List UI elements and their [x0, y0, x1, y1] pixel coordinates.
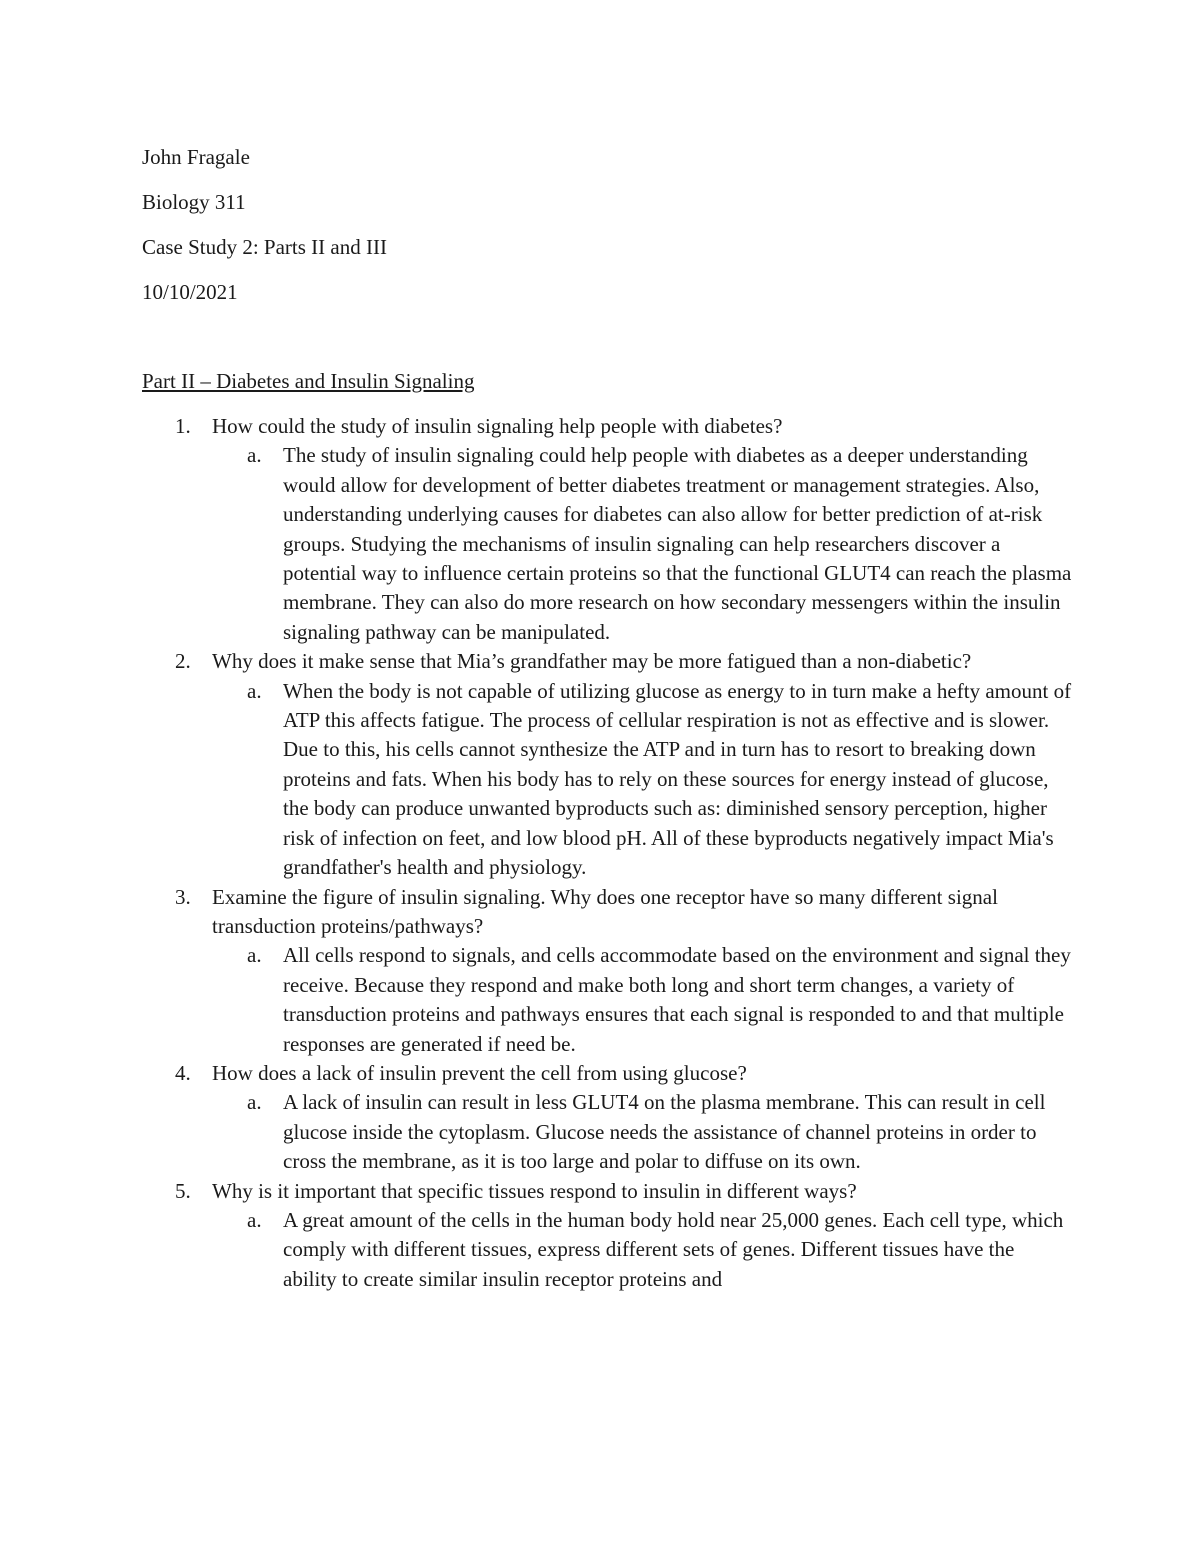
question-number: 5. — [175, 1178, 191, 1203]
course-name: Biology 311 — [142, 190, 246, 214]
answer-item — [0, 941, 1200, 1059]
question-item — [0, 883, 1200, 1059]
answer-text: When the body is not capable of utilizing glucose as energy to in turn make a hefty amount of ATP this affects fatigue. The process of cellular respiration is not as effective and is slower. Due to this, his cells cannot synthesize the ATP and in turn has to resort to breaking down proteins and fats. When his body has to rely on these sources for energy instead of glucose, the body can produce unwanted byproducts such as: diminished sensory perception, higher risk of infection on feet, and low blood pH. All of these byproducts negatively impact Mia's grandfather's health and physiology. — [283, 678, 1072, 880]
question-number: 2. — [175, 649, 191, 674]
question-list — [0, 412, 1200, 1294]
answer-item — [0, 1088, 1200, 1176]
question-text: Why is it important that specific tissues respond to insulin in different ways? — [212, 1178, 857, 1203]
answer-label: a. — [247, 678, 262, 703]
answer-label: a. — [247, 443, 262, 468]
answer-item — [0, 677, 1200, 883]
question-item — [0, 412, 1200, 647]
question-number: 3. — [175, 884, 191, 909]
answer-label: a. — [247, 1207, 262, 1232]
document-date: 10/10/2021 — [142, 280, 238, 304]
assignment-title: Case Study 2: Parts II and III — [142, 235, 387, 259]
answer-label: a. — [247, 1090, 262, 1115]
answer-label: a. — [247, 943, 262, 968]
answer-text: A great amount of the cells in the human body hold near 25,000 genes. Each cell type, which comply with different tissues, express different sets of genes. Different tissues have the ability to create similar insulin receptor proteins and — [283, 1207, 1064, 1291]
question-item — [0, 1177, 1200, 1295]
answer-text: The study of insulin signaling could help people with diabetes as a deeper understanding would allow for development of better diabetes treatment or management strategies. Also, understanding underlying causes for diabetes can also allow for better prediction of at-risk groups. Studying the mechanisms of insulin signaling can help researchers discover a potential way to influence certain proteins so that the functional GLUT4 can reach the plasma membrane. They can also do more research on how secondary messengers within the insulin signaling pathway can be manipulated. — [283, 443, 1072, 644]
question-item — [0, 647, 1200, 882]
answer-item — [0, 441, 1200, 647]
question-text: Examine the figure of insulin signaling. Why does one receptor have so many different signal transduction proteins/pathways? — [212, 884, 998, 938]
question-number: 1. — [175, 414, 191, 438]
question-number: 4. — [175, 1060, 191, 1085]
answer-item — [0, 1206, 1200, 1294]
question-text: How does a lack of insulin prevent the cell from using glucose? — [212, 1060, 747, 1085]
section-heading: Part II – Diabetes and Insulin Signaling — [142, 369, 475, 393]
answer-text: All cells respond to signals, and cells accommodate based on the environment and signal they receive. Because they respond and make both long and short term changes, a variety of transduction proteins and pathways ensures that each signal is responded to and that multiple responses are generated if need be. — [283, 943, 1071, 1056]
question-text: How could the study of insulin signaling help people with diabetes? — [212, 414, 783, 438]
question-item — [0, 1059, 1200, 1177]
question-text: Why does it make sense that Mia’s grandfather may be more fatigued than a non-diabetic? — [212, 649, 972, 674]
answer-text: A lack of insulin can result in less GLUT4 on the plasma membrane. This can result in cell glucose inside the cytoplasm. Glucose needs the assistance of channel proteins in order to cross the membrane, as it is too large and polar to diffuse on its own. — [283, 1090, 1046, 1174]
author-name: John Fragale — [142, 145, 250, 169]
